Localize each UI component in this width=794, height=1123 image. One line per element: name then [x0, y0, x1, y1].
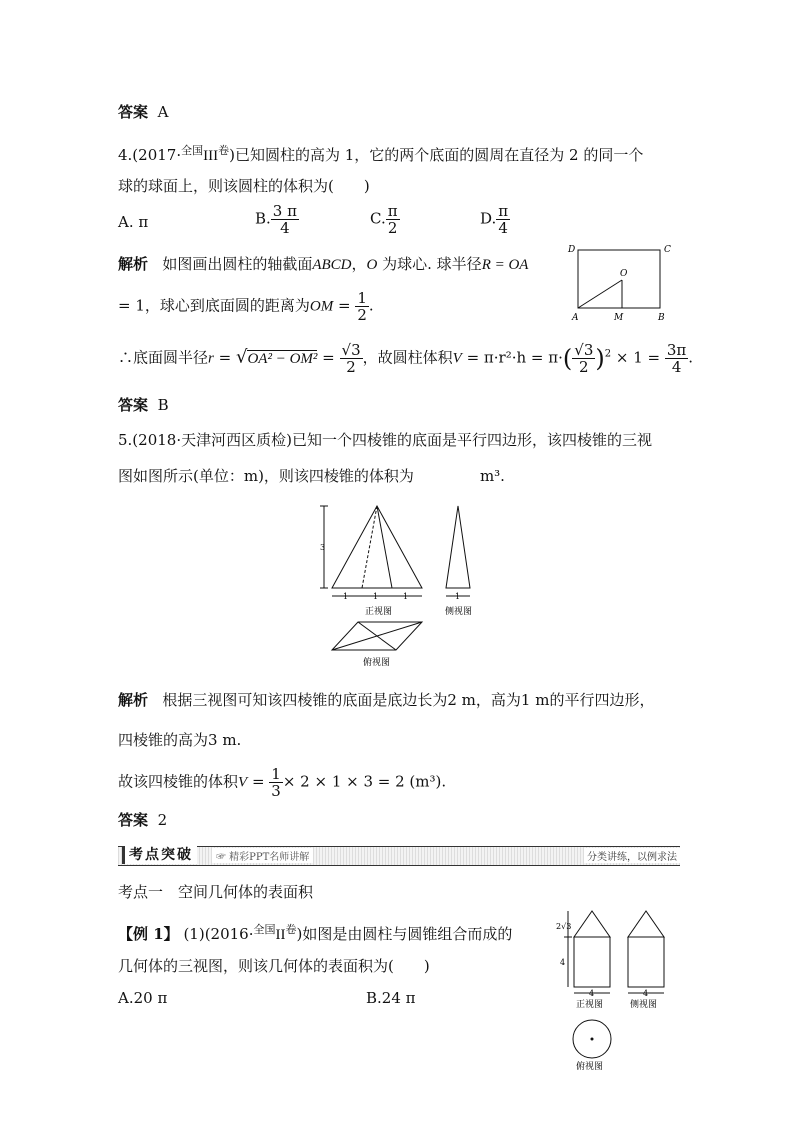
q4-option-d	[480, 203, 510, 236]
sol5-value: 3 m.	[208, 731, 242, 749]
side-view-cylinder	[628, 937, 664, 987]
right-paren: )	[595, 344, 605, 373]
label-o: O	[620, 269, 628, 279]
front-view-caption: 正视图	[576, 1000, 604, 1010]
sol4-var: O	[366, 257, 378, 273]
sol4-var: R = OA	[481, 257, 529, 273]
sol4-text: .	[688, 348, 694, 367]
sol4-text: = 1，球心到底面圆的距离为	[118, 296, 310, 315]
side-view-caption: 侧视图	[445, 607, 473, 617]
frac-num: π	[498, 202, 509, 220]
answer-label: 答案	[118, 811, 149, 829]
example-1-line-2: 几何体的三视图，则该几何体的表面积为( )	[118, 957, 430, 975]
q4-line-1	[118, 141, 643, 166]
label-m: M	[614, 313, 624, 323]
frac-den: 2	[346, 358, 356, 376]
three-view-figure-example-1	[552, 905, 682, 1075]
dim-label: 1	[403, 592, 409, 601]
solution-label: 解析	[118, 255, 149, 273]
sol4-line-2	[118, 290, 374, 323]
side-view-cone	[628, 911, 664, 937]
q5-line-2	[118, 466, 505, 486]
sol4-text: = π·r²·h = π·	[461, 348, 563, 367]
sol4-text: × 1 =	[611, 348, 665, 367]
dim-label-mid: 4	[560, 958, 566, 967]
front-view-cylinder	[574, 937, 610, 987]
answer-line-1	[118, 102, 168, 122]
sol5-text: =	[247, 772, 270, 791]
sol4-var: OM	[309, 298, 334, 315]
sol4-text: =	[213, 348, 236, 367]
label-a: A	[572, 313, 579, 323]
frac-den: 4	[671, 358, 682, 376]
q4-option-b-fraction	[271, 203, 299, 236]
sol4-fraction	[340, 342, 363, 375]
frac-den: 2	[387, 219, 398, 237]
example-source-roman: II	[275, 927, 286, 943]
top-view-caption: 俯视图	[576, 1062, 604, 1072]
frac-den: 4	[498, 219, 508, 237]
dim-label: 4	[589, 989, 595, 998]
q4-option-d-fraction	[496, 203, 510, 236]
q5-number: 5.(2018·天津河西区质检)	[118, 431, 292, 449]
sol5-var: V	[238, 774, 248, 791]
banner-right-text: 分类讲练，以例求法	[584, 848, 680, 863]
sol4-var: ABCD	[312, 257, 352, 273]
frac-num: √3	[341, 341, 361, 359]
q4-option-c	[370, 203, 400, 236]
example-text: )如图是由圆柱与圆锥组合而成的	[296, 925, 513, 943]
sol4-text: ∴底面圆半径	[118, 348, 209, 367]
solution-label: 解析	[118, 691, 149, 709]
frac-den: 3	[271, 782, 281, 800]
example-tag: 【例 1】	[118, 925, 179, 943]
front-view-cone	[574, 911, 610, 937]
sol4-text: 如图画出圆柱的轴截面	[162, 255, 313, 273]
answer-label: 答案	[118, 396, 149, 414]
frac-num: 3 π	[272, 202, 297, 220]
sol4-fraction	[572, 342, 595, 375]
sol5-line-2	[118, 730, 241, 750]
example-source-suffix: 卷	[285, 923, 297, 936]
sol4-line-3	[118, 342, 693, 375]
front-view-caption: 正视图	[365, 607, 393, 617]
example-number: (1)(2016·	[183, 925, 254, 943]
answer-line-3	[118, 810, 167, 830]
q4-number: 4.(2017·	[118, 146, 182, 164]
sol4-text: =	[317, 348, 340, 367]
frac-num: √3	[574, 341, 594, 359]
top-view-caption: 俯视图	[363, 658, 391, 668]
height-label: 3	[320, 543, 326, 552]
sol5-text: 的平行四边形，	[549, 691, 655, 709]
frac-num: 1	[357, 289, 367, 307]
dim-label: 1	[373, 592, 379, 601]
example-source: 全国	[253, 923, 276, 936]
answer-value: A	[157, 103, 169, 121]
q5-unit: m³.	[479, 467, 505, 485]
q5-text: 已知一个四棱锥的底面是平行四边形，该四棱锥的三视	[291, 431, 652, 449]
left-paren: (	[562, 344, 573, 373]
sqrt-radicand: OA² − OM²	[247, 350, 318, 367]
segment-oa	[578, 280, 622, 308]
sol5-line-3	[118, 766, 446, 799]
q4-option-b	[255, 203, 299, 236]
q5-line-1	[118, 430, 652, 450]
banner-subtitle: ☞ 精彩PPT名师讲解	[212, 848, 313, 863]
answer-line-2	[118, 395, 169, 415]
answer-value: B	[157, 396, 169, 414]
hidden-edge	[362, 506, 377, 588]
exponent: 2	[604, 348, 612, 360]
q4-option-c-label: C.	[370, 209, 386, 228]
frac-den: 2	[357, 306, 367, 324]
label-b: B	[658, 313, 665, 323]
sol4-fraction	[665, 342, 688, 375]
sol5-text: 故该四棱锥的体积	[118, 772, 239, 791]
dim-label: 1	[343, 592, 349, 601]
sol4-fraction	[355, 290, 369, 323]
frac-num: π	[387, 202, 398, 220]
example-1-line-1	[118, 920, 512, 945]
q4-option-c-fraction	[386, 203, 400, 236]
sol4-text: 为球心. 球半径	[377, 255, 482, 273]
front-view-triangle	[332, 506, 422, 588]
side-view-caption: 侧视图	[630, 1000, 658, 1010]
sol5-text: ，高为	[475, 691, 521, 709]
frac-den: 4	[280, 219, 290, 237]
q5-text: 图如图所示(单位：m)，则该四棱锥的体积为	[118, 467, 414, 485]
q4-text: )已知圆柱的高为 1，它的两个底面的圆周在直径为 2 的同一个	[229, 146, 644, 164]
sol5-text: 四棱锥的高为	[118, 731, 209, 749]
q4-source-suffix: 卷	[218, 144, 230, 157]
example-1-option-b: B.24 π	[366, 989, 416, 1007]
frac-den: 2	[579, 358, 589, 376]
sol5-line-1	[118, 690, 654, 710]
sol4-line-1	[118, 254, 528, 275]
sol4-text: .	[368, 296, 374, 315]
q4-option-d-label: D.	[480, 209, 497, 228]
label-c: C	[664, 245, 671, 255]
section-title: 考点一 空间几何体的表面积	[118, 883, 314, 901]
visible-edge	[377, 506, 392, 588]
answer-label: 答案	[118, 103, 149, 121]
sol5-fraction	[269, 766, 283, 799]
sqrt-sign: √	[235, 346, 248, 368]
frac-num: 3π	[666, 341, 687, 359]
rectangle-abcd	[578, 250, 660, 308]
answer-value: 2	[157, 811, 168, 829]
q4-option-a: A. π	[118, 213, 149, 231]
sol5-value: 1 m	[520, 691, 550, 709]
dim-label: 1	[455, 592, 461, 601]
dim-label: 4	[643, 989, 649, 998]
sol4-var: V	[452, 350, 462, 367]
sol4-var: r	[208, 350, 214, 367]
q4-source-roman: III	[203, 148, 219, 164]
sol5-text: 根据三视图可知该四棱锥的底面是底边长为	[162, 691, 448, 709]
three-view-figure-q5	[310, 500, 490, 670]
q4-source: 全国	[181, 144, 204, 157]
sol5-text: × 2 × 1 × 3 = 2 (m³).	[282, 772, 447, 791]
axial-section-figure	[562, 240, 682, 324]
label-d: D	[568, 245, 576, 255]
dim-label-top: 2√3	[556, 922, 572, 931]
frac-num: 1	[271, 765, 281, 783]
sol4-text: ，	[351, 255, 367, 273]
q4-option-b-label: B.	[255, 209, 271, 228]
side-view-triangle	[446, 506, 470, 588]
example-1-option-a: A.20 π	[118, 989, 168, 1007]
sol5-value: 2 m	[447, 691, 476, 709]
sol4-text: =	[333, 296, 356, 315]
top-view-diagonal	[358, 622, 396, 650]
top-view-center	[591, 1038, 594, 1041]
sol4-text: ，故圆柱体积	[362, 348, 453, 367]
banner-title: 考点突破	[122, 846, 197, 864]
q4-line-2: 球的球面上，则该圆柱的体积为( )	[118, 177, 370, 195]
